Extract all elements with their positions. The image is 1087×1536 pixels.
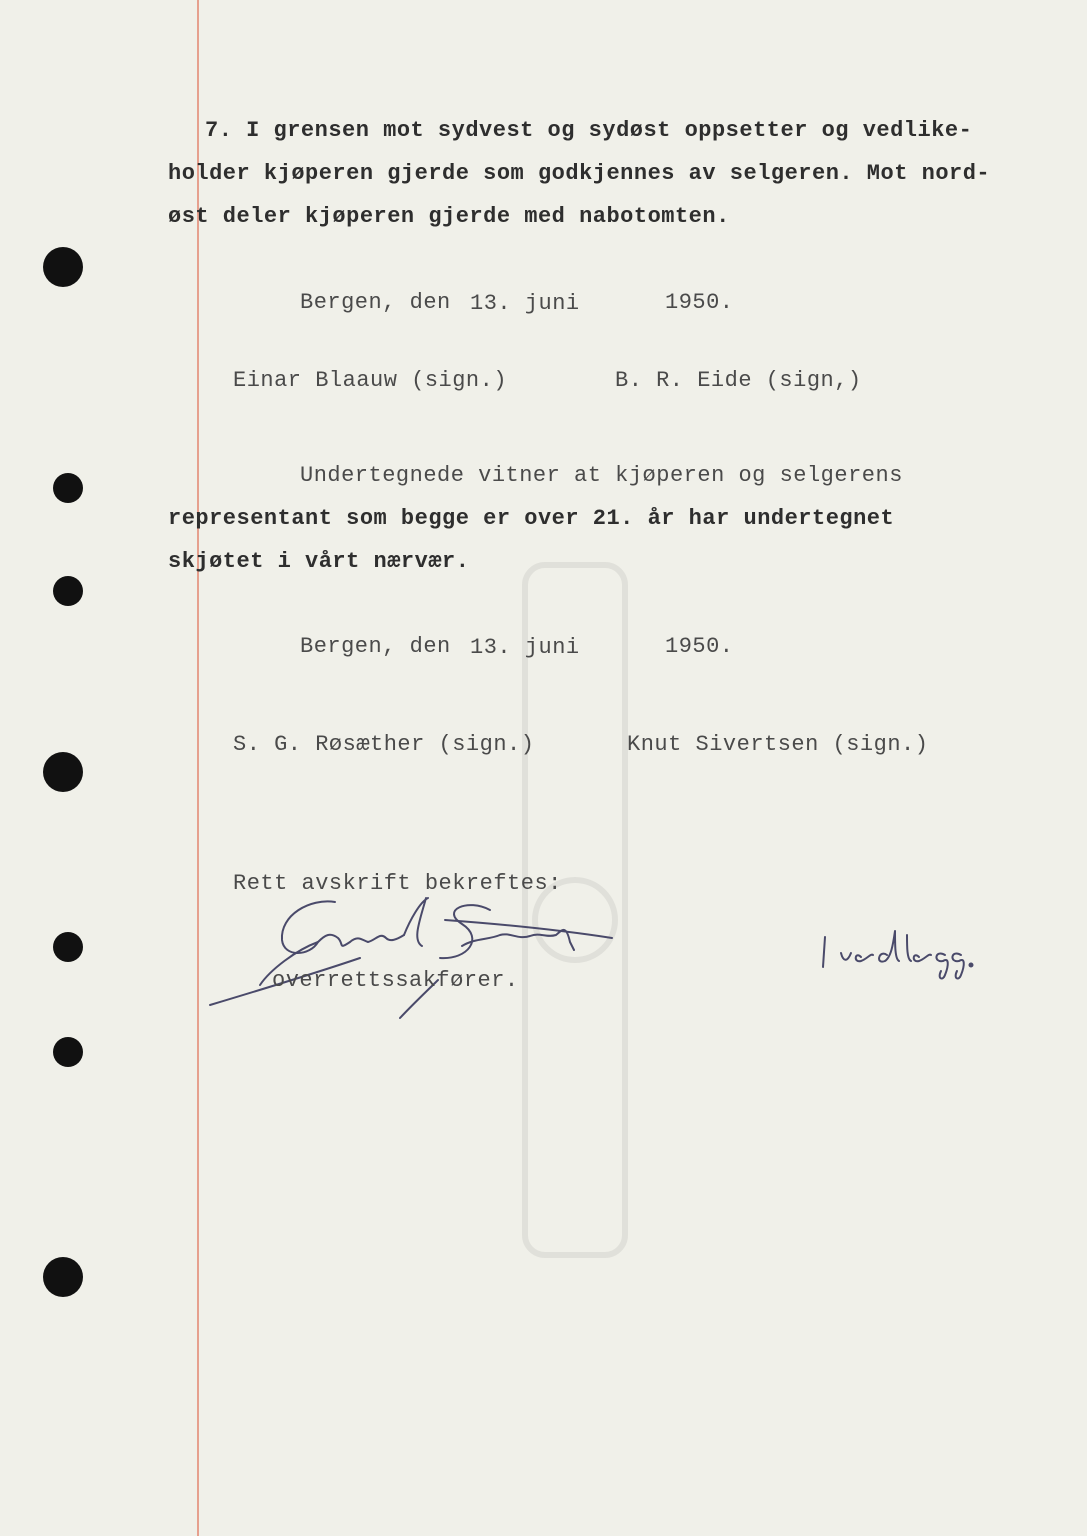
witness-1: S. G. Røsæther (sign.) (233, 732, 535, 757)
paragraph-7-line-3: øst deler kjøperen gjerde med nabotomten. (168, 204, 730, 229)
signatory-buyer: Einar Blaauw (sign.) (233, 368, 508, 393)
punch-hole (43, 752, 83, 792)
date-2-place: Bergen, den (300, 634, 451, 659)
date-2-year: 1950. (665, 634, 734, 659)
date-2-day: 13. juni (470, 635, 580, 660)
date-1-place: Bergen, den (300, 290, 451, 315)
certification-title: overrettssakfører. (272, 968, 519, 993)
certification-label: Rett avskrift bekreftes: (233, 871, 562, 896)
punch-hole (43, 1257, 83, 1297)
margin-line (197, 0, 199, 1536)
handwritten-note (815, 925, 985, 985)
punch-hole (53, 1037, 83, 1067)
witness-2: Knut Sivertsen (sign.) (627, 732, 929, 757)
date-1-year: 1950. (665, 290, 734, 315)
signatory-seller-representative: B. R. Eide (sign,) (615, 368, 862, 393)
punch-hole (43, 247, 83, 287)
witness-statement-line-3: skjøtet i vårt nærvær. (168, 549, 470, 574)
punch-hole (53, 932, 83, 962)
handwritten-signature (200, 880, 630, 1030)
witness-statement-line-2: representant som begge er over 21. år har undertegnet (168, 506, 895, 531)
punch-hole (53, 473, 83, 503)
paragraph-7-line-2: holder kjøperen gjerde som godkjennes av selgeren. Mot nord- (168, 161, 991, 186)
punch-hole (53, 576, 83, 606)
date-1-day: 13. juni (470, 291, 580, 316)
witness-statement-line-1: Undertegnede vitner at kjøperen og selgerens (300, 463, 903, 488)
paragraph-7-line-1: 7. I grensen mot sydvest og sydøst oppsetter og vedlike- (205, 118, 973, 143)
